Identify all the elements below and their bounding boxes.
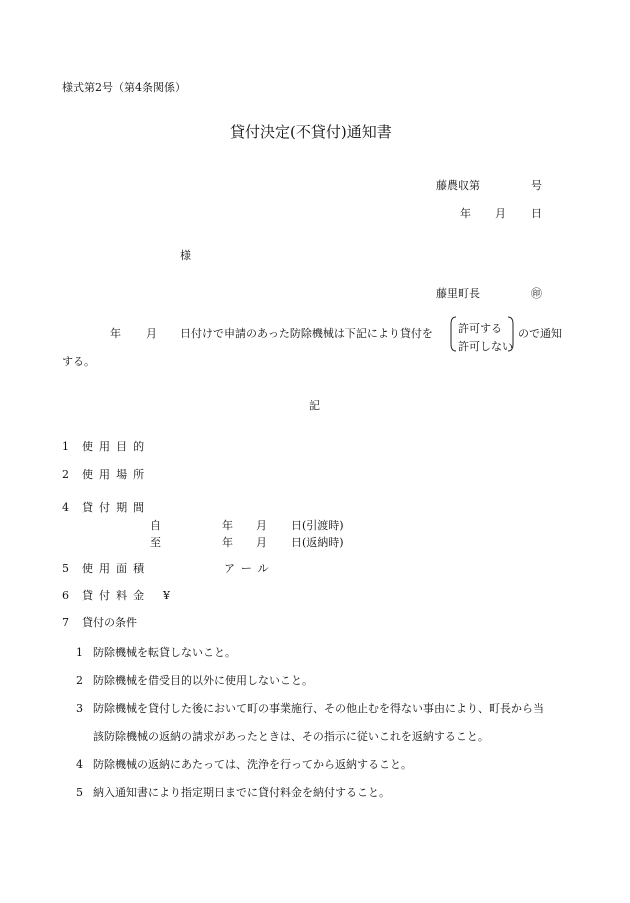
condition-text: 防除機械の返納にあたっては、洗浄を行ってから返納すること。 bbox=[93, 758, 412, 771]
body-month: 月 bbox=[146, 327, 157, 340]
period-to-day: 日(返納時) bbox=[291, 536, 344, 549]
item-period-num: 4 bbox=[62, 501, 69, 514]
option-allow: 許可する bbox=[458, 322, 502, 335]
condition-text: 防除機械を借受目的以外に使用しないこと。 bbox=[93, 674, 313, 687]
condition-num: 4 bbox=[76, 758, 83, 771]
item-conditions-num: 7 bbox=[62, 616, 69, 629]
item-place-label: 使用場所 bbox=[82, 468, 151, 481]
header-month: 月 bbox=[495, 207, 506, 220]
period-to-year: 年 bbox=[222, 536, 233, 549]
condition-num: 5 bbox=[76, 786, 83, 799]
permission-options bbox=[450, 316, 514, 352]
period-to-label: 至 bbox=[150, 536, 161, 549]
header-year: 年 bbox=[460, 207, 471, 220]
option-deny: 許可しない bbox=[458, 340, 513, 353]
body-year: 年 bbox=[110, 327, 121, 340]
item-place-num: 2 bbox=[62, 468, 69, 481]
form-label: 様式第2号（第4条関係） bbox=[62, 81, 186, 94]
condition-num: 3 bbox=[76, 702, 83, 715]
document-title: 貸付決定(不貸付)通知書 bbox=[230, 123, 392, 141]
issuer-name: 藤里町長 bbox=[436, 287, 480, 300]
period-from-day: 日(引渡時) bbox=[291, 519, 344, 532]
period-to-month: 月 bbox=[256, 536, 267, 549]
item-purpose-num: 1 bbox=[62, 440, 69, 453]
issuer-seal: ㊞ bbox=[531, 287, 542, 300]
recipient-suffix: 様 bbox=[180, 249, 191, 262]
condition-num: 2 bbox=[76, 674, 83, 687]
ki-label: 記 bbox=[309, 399, 320, 412]
doc-number-suffix: 号 bbox=[531, 179, 542, 192]
condition-text: 防除機械を転貸しないこと。 bbox=[93, 646, 236, 659]
item-area-unit: アール bbox=[224, 562, 275, 575]
item-fee-label: 貸付料金 bbox=[82, 589, 151, 602]
body-text: 日付けで申請のあった防除機械は下記により貸付を bbox=[180, 327, 433, 340]
doc-number-prefix: 藤農収第 bbox=[436, 179, 480, 192]
period-from-month: 月 bbox=[256, 519, 267, 532]
condition-num: 1 bbox=[76, 646, 83, 659]
item-fee-num: 6 bbox=[62, 589, 69, 602]
period-from-label: 自 bbox=[150, 519, 161, 532]
condition-text: 納入通知書により指定期日までに貸付料金を納付すること。 bbox=[93, 786, 390, 799]
body-continuation: する。 bbox=[62, 355, 95, 368]
item-period-label: 貸付期間 bbox=[82, 501, 151, 514]
period-from-year: 年 bbox=[222, 519, 233, 532]
item-fee-currency: ¥ bbox=[163, 589, 170, 602]
header-day: 日 bbox=[531, 207, 542, 220]
item-area-label: 使用面積 bbox=[82, 562, 151, 575]
body-tail: ので通知 bbox=[518, 327, 562, 340]
condition-text-continued: 該防除機械の返納の請求があったときは、その指示に従いこれを返納すること。 bbox=[93, 730, 489, 743]
item-area-num: 5 bbox=[62, 562, 69, 575]
item-conditions-label: 貸付の条件 bbox=[82, 616, 137, 629]
item-purpose-label: 使用目的 bbox=[82, 440, 151, 453]
condition-text: 防除機械を貸付した後において町の事業施行、その他止むを得ない事由により、町長から当 bbox=[93, 702, 544, 715]
